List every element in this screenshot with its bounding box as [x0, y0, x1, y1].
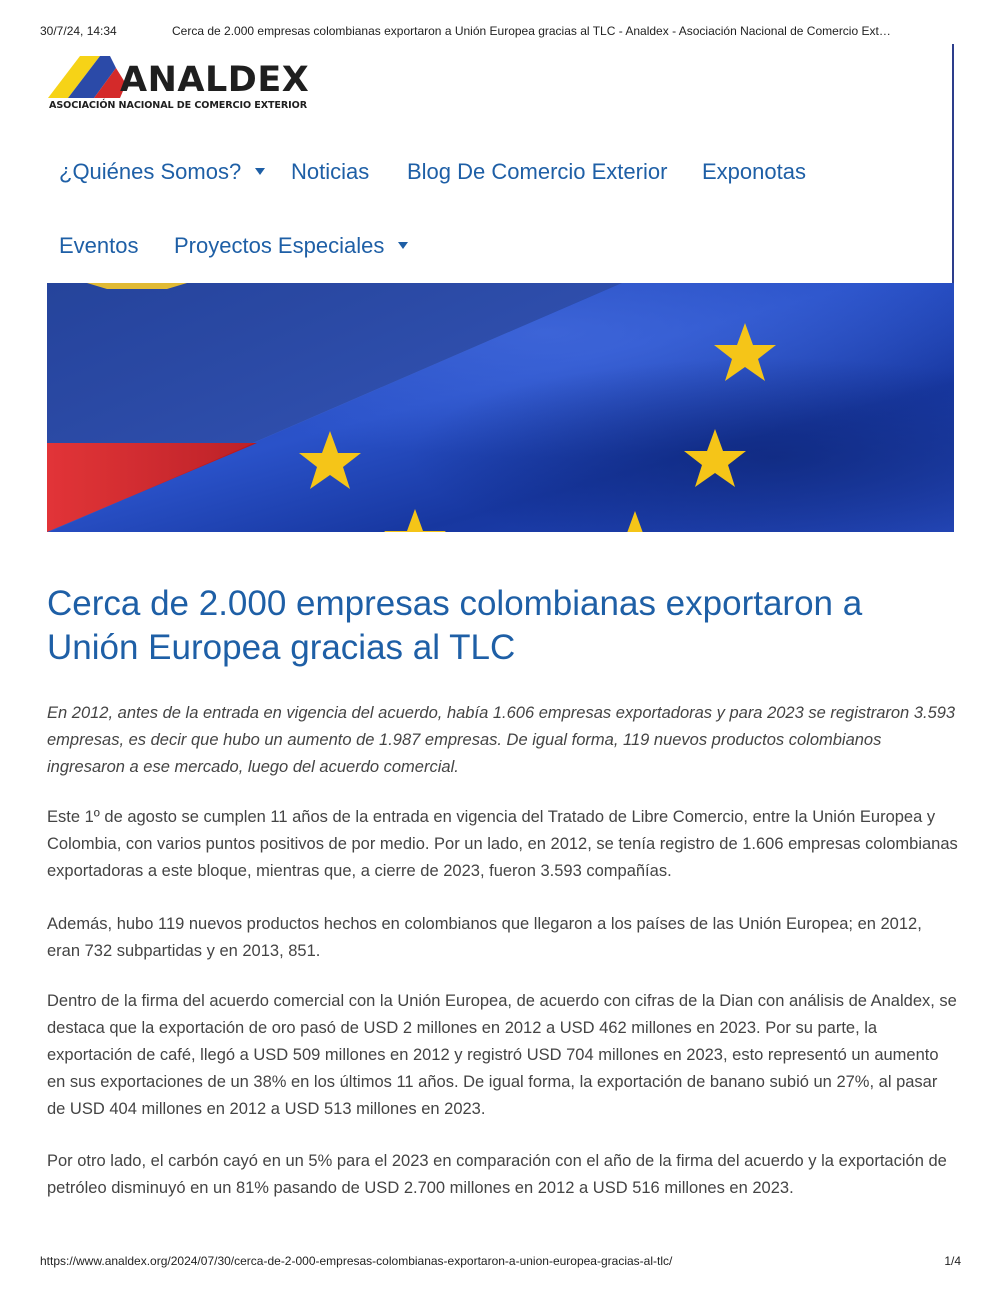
nav-item-noticias[interactable]: [291, 159, 369, 185]
nav-item-eventos[interactable]: [59, 233, 139, 259]
nav-item-label: Eventos: [59, 233, 139, 258]
article-paragraph: Este 1º de agosto se cumplen 11 años de la entrada en vigencia del Tratado de Libre Comercio, entre la Unión Europea y Colombia, con varios puntos positivos de por medio. Por un lado, en 2012, se tenía registro de 1.606 empresas colombianas exportadoras a este bloque, mientras que, a cierre de 2023, fueron 3.593 compañías.: [47, 808, 958, 880]
print-url: https://www.analdex.org/2024/07/30/cerca-de-2-000-empresas-colombianas-exportaron-a-union-europea-gracias-al-tlc/: [40, 1254, 673, 1268]
article-title: Cerca de 2.000 empresas colombianas exportaron a Unión Europea gracias al TLC: [47, 584, 863, 667]
article-paragraph: Además, hubo 119 nuevos productos hechos en colombianos que llegaron a los países de las Unión Europea; en 2012, eran 732 subpartidas y en 2013, 851.: [47, 915, 922, 960]
nav-item-label: Noticias: [291, 159, 370, 184]
caret-down-icon: [398, 242, 408, 249]
nav-item-label: ¿Quiénes Somos?: [59, 159, 242, 184]
flags-image: [47, 283, 954, 532]
nav-item-proyectos-especiales[interactable]: [174, 233, 408, 259]
article-lead: En 2012, antes de la entrada en vigencia del acuerdo, había 1.606 empresas exportadoras y para 2023 se registraron 3.593 empresas, es decir que hubo un aumento de 1.987 empresas. De igual forma, 119 nuevos productos colombianos ingresaron a ese mercado, luego del acuerdo comercial.: [47, 704, 956, 776]
print-header: [0, 0, 1000, 40]
header-divider: [952, 44, 954, 284]
nav-item-exponotas[interactable]: [702, 159, 806, 185]
logo-mark-icon: [46, 54, 126, 100]
print-page-number: 1/4: [944, 1254, 961, 1268]
nav-item-blog[interactable]: [407, 159, 667, 185]
nav-item-label: Proyectos Especiales: [174, 233, 385, 258]
nav-item-label: Blog De Comercio Exterior: [407, 159, 668, 184]
print-footer: [0, 1254, 1000, 1274]
caret-down-icon: [255, 168, 265, 175]
print-page-title: Cerca de 2.000 empresas colombianas exportaron a Unión Europea gracias al TLC - Analdex - Asociación Nacional de Comercio Ext…: [172, 24, 891, 38]
nav-item-label: Exponotas: [702, 159, 806, 184]
article-paragraph: Por otro lado, el carbón cayó en un 5% para el 2023 en comparación con el año de la firma del acuerdo y la exportación de petróleo disminuyó en un 81% pasando de USD 2.700 millones en 2012 a USD 516 millones en 2023.: [47, 1152, 947, 1197]
nav-item-quienes-somos[interactable]: [59, 159, 265, 185]
logo-tagline: ASOCIACIÓN NACIONAL DE COMERCIO EXTERIOR: [49, 100, 307, 111]
analdex-logo[interactable]: [46, 54, 310, 114]
hero-image: [47, 283, 954, 532]
print-timestamp: 30/7/24, 14:34: [40, 24, 117, 38]
article-paragraph: Dentro de la firma del acuerdo comercial con la Unión Europea, de acuerdo con cifras de la Dian con análisis de Analdex, se destaca que la exportación de oro pasó de USD 2 millones en 2012 a USD 462 millones en 2023. Por su parte, la exportación de café, llegó a USD 509 millones en 2012 y registró USD 704 millones en 2023, esto representó un aumento en sus exportaciones de un 38% en los últimos 11 años. De igual forma, la exportación de banano subió un 27%, al pasar de USD 404 millones en 2012 a USD 513 millones en 2023.: [47, 992, 957, 1118]
logo-brand: ANALDEX: [120, 60, 310, 100]
